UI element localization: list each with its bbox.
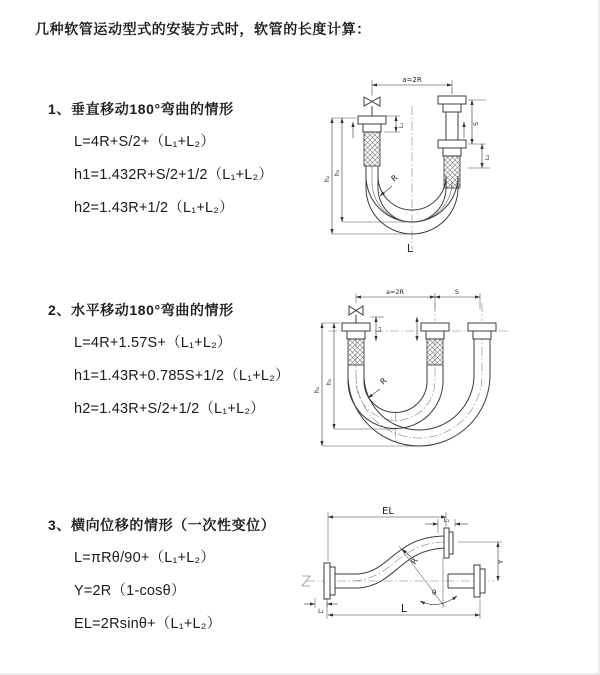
dim-label-a2r: a=2R <box>402 76 422 84</box>
diagram-lateral-displacement <box>298 503 593 638</box>
dimension-l <box>327 599 480 619</box>
left-braided-section <box>348 339 364 365</box>
left-braided-section <box>364 132 380 166</box>
dim-label-a2r: a=2R <box>385 288 405 296</box>
dimension-s <box>468 100 486 144</box>
formula-line: L=πRθ/90+（L₁+L₂） <box>74 550 216 566</box>
formula-line: L=4R+1.57S+（L₁+L₂） <box>74 335 232 351</box>
upper-flange <box>444 528 453 558</box>
right-pipe-flanges <box>438 96 466 156</box>
dim-label-el: EL <box>382 506 394 517</box>
valve-icon <box>364 97 380 116</box>
angle-label: θ <box>432 589 437 597</box>
dim-label-s: S <box>472 121 480 126</box>
formula-line: h1=1.432R+S/2+1/2（L₁+L₂） <box>74 167 274 183</box>
dim-label-l2: L₂ <box>485 154 491 160</box>
section-heading: 3、横向位移的情形（一次性变位） <box>48 517 276 533</box>
page-title: 几种软管运动型式的安装方式时，软管的长度计算： <box>35 21 371 37</box>
radius-label: R <box>409 556 420 567</box>
dim-label-l1: L₁ <box>399 122 405 128</box>
middle-braided-section <box>427 339 443 365</box>
dimension-s <box>435 288 480 309</box>
dimension-l2 <box>468 144 491 168</box>
section-heading: 2、水平移动180°弯曲的情形 <box>48 302 234 318</box>
valve-icon <box>349 306 363 323</box>
section-vertical-movement <box>48 99 273 231</box>
dim-label-h1: h₁ <box>334 169 341 176</box>
dim-label-h1: h₁ <box>326 378 333 385</box>
dim-label-h2: h₂ <box>314 386 321 393</box>
diagram-vertical-180-bend <box>310 70 590 260</box>
length-label: L <box>406 242 414 255</box>
section-horizontal-movement <box>48 300 290 432</box>
dimension-l1-bottom <box>304 598 338 615</box>
dim-label-l1: L₁ <box>377 326 383 332</box>
dimension-el <box>328 506 446 561</box>
formula-line: h2=1.43R+1/2（L₁+L₂） <box>74 200 234 216</box>
dim-label-l1: L₁ <box>443 517 450 524</box>
formula-line: L=4R+S/2+（L₁+L₂） <box>74 134 216 150</box>
radius-label: R <box>378 376 389 387</box>
dimension-l1 <box>370 317 384 341</box>
radius-callout <box>368 376 389 398</box>
formula-line: h1=1.43R+0.785S+1/2（L₁+L₂） <box>74 368 290 384</box>
dimension-a2r <box>372 76 452 94</box>
dimension-l1 <box>384 116 405 132</box>
hose-u-curves <box>348 349 490 446</box>
radius-label: R <box>389 173 400 184</box>
formula-line: Y=2R（1-cosθ） <box>74 583 186 599</box>
section-lateral-displacement <box>48 515 275 647</box>
hose-s-curve <box>358 536 444 588</box>
dim-label-h2: h₂ <box>324 175 331 182</box>
formula-line: h2=1.43R+S/2+1/2（L₁+L₂） <box>74 401 265 417</box>
centerlines <box>372 88 452 250</box>
right-flange <box>474 565 485 597</box>
dim-label-l1: L₁ <box>318 608 324 615</box>
left-flange <box>324 563 335 599</box>
dimension-a2r <box>356 288 435 309</box>
radius-callout <box>380 173 400 196</box>
dim-label-s: S <box>454 288 460 296</box>
left-flange <box>358 116 386 132</box>
dim-label-l: L <box>400 602 408 615</box>
section-heading: 1、垂直移动180°弯曲的情形 <box>48 101 234 117</box>
dim-label-y: Y <box>497 559 505 564</box>
diagram-horizontal-180-bend <box>310 285 590 460</box>
flanges <box>342 323 496 339</box>
formula-line: EL=2Rsinθ+（L₁+L₂） <box>74 616 222 632</box>
